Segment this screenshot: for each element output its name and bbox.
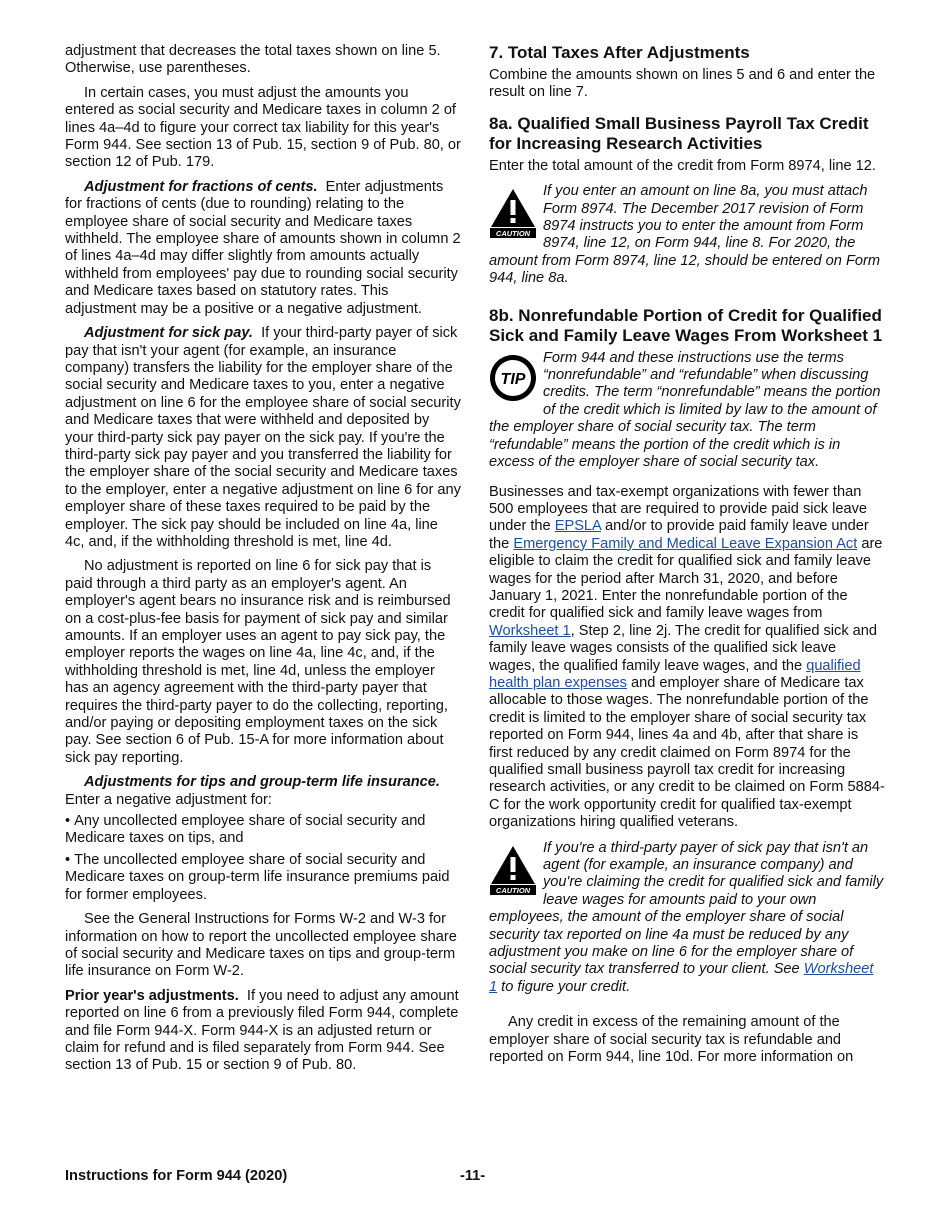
paragraph: In certain cases, you must adjust the amounts you entered as social security and Medicare taxes in column 2 of lines 4a–4d to figure your correct tax liability for this year's Form 944. See section 13 of Pub. 15, section 9 of Pub. 80, or section 12 of Pub. 179.: [65, 84, 461, 171]
link-epsla[interactable]: EPSLA: [554, 518, 601, 535]
caution-note: [489, 840, 885, 997]
run-in-heading: Adjustment for sick pay.: [84, 325, 253, 342]
paragraph-fractions: [65, 179, 461, 318]
caution-text: If you enter an amount on line 8a, you must attach Form 8974. The December 2017 revision of Form 8974 instructs you to enter the amount from Form 8974, line 12, on Form 944, line 8. For 2020, the amount from Form 8974, line 12, should be entered on Form 944, line 8a.: [489, 183, 880, 287]
run-in-heading: Adjustments for tips and group-term life insurance.: [84, 774, 440, 791]
run-in-heading: Prior year's adjustments.: [65, 987, 239, 1004]
paragraph: Any credit in excess of the remaining amount of the employer share of social security tax is refundable and reported on Form 944, line 10d. For more information on: [489, 1014, 854, 1066]
link-worksheet-1[interactable]: Worksheet 1: [489, 622, 571, 639]
paragraph-sick-pay: [65, 325, 461, 551]
caution-text: If you're a third-party payer of sick pay that isn't an agent (for example, an insurance company) and you're claiming the credit for qualified sick and family leave wages for amounts paid to your own employees, the amount of the employer share of social security tax reported on line 4a must be reduced by any adjustment you make on line 6 for the employer share of social security tax transferred to your client. See Worksheet 1 to figure your credit.: [489, 839, 884, 995]
link-emergency-family-leave-act[interactable]: Emergency Family and Medical Leave Expansion Act: [513, 535, 858, 552]
right-column: [489, 43, 885, 1074]
tip-note: [489, 350, 885, 472]
paragraph: Combine the amounts shown on lines 5 and 6 and enter the result on line 7.: [489, 67, 876, 101]
caution-label: CAUTION: [495, 229, 531, 239]
link-qualified-health-plan-expenses[interactable]: qualified health plan expenses: [489, 657, 861, 691]
link-worksheet-1[interactable]: Worksheet 1: [489, 961, 874, 995]
caution-label: CAUTION: [495, 885, 531, 895]
paragraph-body: Enter adjustments for fractions of cents (due to rounding) relating to the employee share of social security and Medicare taxes withheld. The employee share of amounts shown in column 2 of lines 4a–4d may differ slightly from amounts actually withheld from employees' pay due to rounding social security and Medicare taxes based on statutory rates. This adjustment may be a positive or a negative adjustment.: [65, 178, 461, 317]
paragraph: No adjustment is reported on line 6 for sick pay that is paid through a third party as an employer's agent. An employer's agent bears no insurance risk and is reimbursed on a cost-plus-fee basis for payment of sick pay and similar amounts. If an employer uses an agent to pay sick pay, the employer reports the wages on line 4a, line 4c, and, if the withholding threshold is met, line 4d, unless the employer has an agency agreement with the third-party payer that requires the third-party payer to do the collecting, reporting, and/or paying or depositing employment taxes on the sick pay. See section 6 of Pub. 15-A for more information about sick pay reporting.: [65, 558, 451, 766]
paragraph: adjustment that decreases the total taxes shown on line 5. Otherwise, use parentheses.: [65, 43, 441, 77]
bullet-item: • Any uncollected employee share of social security and Medicare taxes on tips, and: [65, 813, 426, 847]
paragraph-body: Enter a negative adjustment for:: [65, 791, 272, 808]
tip-text: Form 944 and these instructions use the terms “nonrefundable” and “refundable” when discussing credits. The term “nonrefundable” means the portion of the credit which is limited by law to the amount of the employer share of social security tax. The term “refundable” means the portion of the credit which is in excess of the employer share of social security tax.: [489, 349, 881, 471]
paragraph-body: If you need to adjust any amount reported on line 6 from a previously filed Form 944, complete and file Form 944-X. Form 944-X is an adjusted return or claim for refund and is filed separately from Form 944. See section 13 of Pub. 15 or section 9 of Pub. 80.: [65, 987, 459, 1074]
paragraph-credit: Businesses and tax-exempt organizations with fewer than 500 employees that are required to provide paid sick leave under the EPSLA and/or to provide paid family leave under the Emergency Family and Medical Leave Expansion Act are eligible to claim the credit for qualified sick and family leave wages for the period after March 31, 2020, and before January 1, 2021. Enter the nonrefundable portion of the credit for qualified sick and family leave wages from Worksheet 1, Step 2, line 2j. The credit for qualified sick and family leave wages consists of the qualified sick leave wages, the qualified family leave wages, and the qualified health plan expenses and employer share of Medicare tax allocable to those wages. The nonrefundable portion of the credit is limited to the employer share of social security tax reported on Form 944, lines 4a and 4b, after that share is first reduced by any credit claimed on Form 8974 for the qualified small business payroll tax credit for increasing research activities, or any credit to be claimed on Form 5884-C for the work opportunity credit for qualified tax-exempt organizations hiring qualified veterans.: [489, 483, 885, 831]
page-number: -11-: [460, 1168, 486, 1184]
section-heading-7: 7. Total Taxes After Adjustments: [489, 43, 750, 62]
paragraph-body: If your third-party payer of sick pay that isn't your agent (for example, an insurance company) transfers the liability for the employer share of the social security and Medicare taxes to you, enter a negative adjustment on line 6 for the employee share of social security and Medicare taxes that were withheld and deposited by your third-party sick pay payer on the sick pay. If you're the third-party sick pay payer and you transferred the liability for the employer share of the social security and Medicare taxes to the employer, enter a negative adjustment on line 6 for any employer share of these taxes required to be paid by the employer. The sick pay should be included on line 4a, line 4c, and, if the withholding threshold is met, line 4d.: [65, 325, 461, 550]
caution-icon: [489, 187, 537, 239]
caution-icon: [489, 844, 537, 896]
left-column: [65, 43, 461, 1082]
bullet-item: • The uncollected employee share of social security and Medicare taxes on group-term life insurance premiums paid for former employees.: [65, 851, 450, 903]
paragraph-prior-year: [65, 988, 461, 1075]
caution-note: [489, 183, 885, 287]
paragraph-tips: [65, 774, 461, 809]
section-heading-8a: 8a. Qualified Small Business Payroll Tax Credit for Increasing Research Activities: [489, 113, 869, 153]
page-footer: [65, 1168, 885, 1184]
tip-label: TIP: [500, 370, 526, 388]
tip-icon: [489, 354, 537, 406]
footer-title: Instructions for Form 944 (2020): [65, 1168, 288, 1184]
run-in-heading: Adjustment for fractions of cents.: [84, 178, 318, 195]
paragraph: See the General Instructions for Forms W-2 and W-3 for information on how to report the uncollected employee share of social security and Medicare taxes on tips and group-term life insurance on Form W-2.: [65, 911, 457, 980]
paragraph: Enter the total amount of the credit from Form 8974, line 12.: [489, 157, 876, 174]
section-heading-8b: 8b. Nonrefundable Portion of Credit for Qualified Sick and Family Leave Wages From Worksheet 1: [489, 305, 883, 345]
